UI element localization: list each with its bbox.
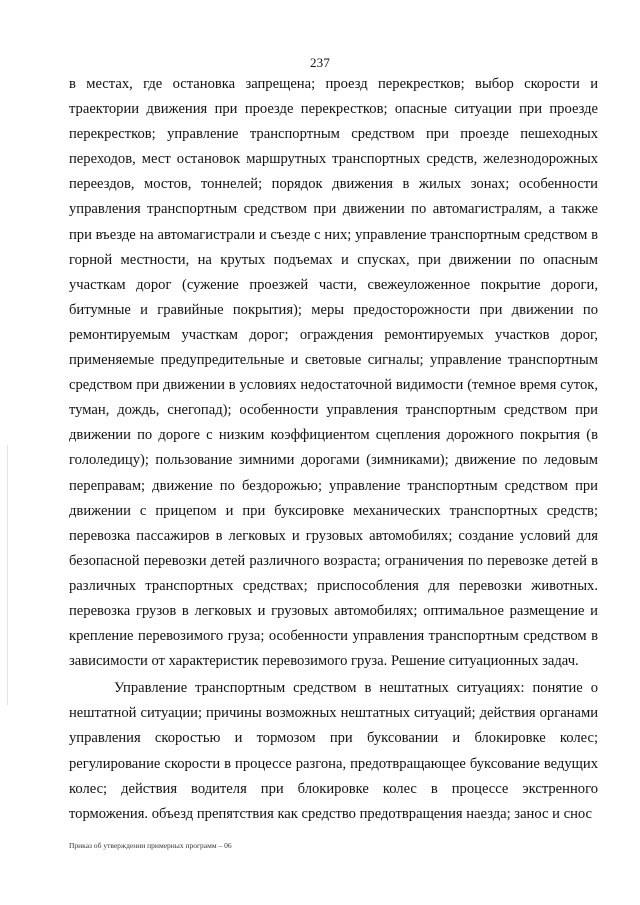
paragraph-2: Управление транспортным средством в нештатных ситуациях: понятие о нештатной ситуации; причины возможных нештатных ситуаций; действия органами управления скоростью и тормозом при буксовании и блокировке колес; регулирование скорости в процессе разгона, предотвращающее буксование ведущих колес; действия водителя при блокировке колес в процессе экстренного торможения. объезд препятствия как средство предотвращения наезда; занос и снос [69, 680, 598, 822]
page-number: 237 [309, 55, 331, 70]
document-body [69, 72, 598, 827]
paragraph-1: в местах, где остановка запрещена; проезд перекрестков; выбор скорости и траектории движения при проезде перекрестков; опасные ситуации при проезде перекрестков; управление транспортным средством при проезде пешеходных переходов, мест остановок маршрутных транспортных средств, железнодорожных переездов, мостов, тоннелей; порядок движения в жилых зонах; особенности управления транспортным средством при движении по автомагистралям, а также при въезде на автомагистрали и съезде с них; управление транспортным средством в горной местности, на крутых подъемах и спусках, при движении по опасным участкам дорог (сужение проезжей части, свежеуложенное покрытие дороги, битумные и гравийные покрытия); меры предосторожности при движении по ремонтируемым участкам дорог; ограждения ремонтируемых участков дорог, применяемые предупредительные и световые сигналы; управление транспортным средством при движении в условиях недостаточной видимости (темное время суток, туман, дождь, снегопад); особенности управления транспортным средством при движении по дороге с низким коэффициентом сцепления дорожного покрытия (в гололедицу); пользование зимними дорогами (зимниками); движение по ледовым переправам; движение по бездорожью; управление транспортным средством при движении с прицепом и при буксировке механических транспортных средств; перевозка пассажиров в легковых и грузовых автомобилях; создание условий для безопасной перевозки детей различного возраста; ограничения по перевозке детей в различных транспортных средствах; приспособления для перевозки животных. перевозка грузов в легковых и грузовых автомобилях; оптимальное размещение и крепление перевозимого груза; особенности управления транспортным средством в зависимости от характеристик перевозимого груза. Решение ситуационных задач. [69, 76, 598, 670]
footer-note: Приказ об утверждении примерных программ – 06 [69, 841, 232, 850]
scan-edge-line [7, 445, 8, 705]
